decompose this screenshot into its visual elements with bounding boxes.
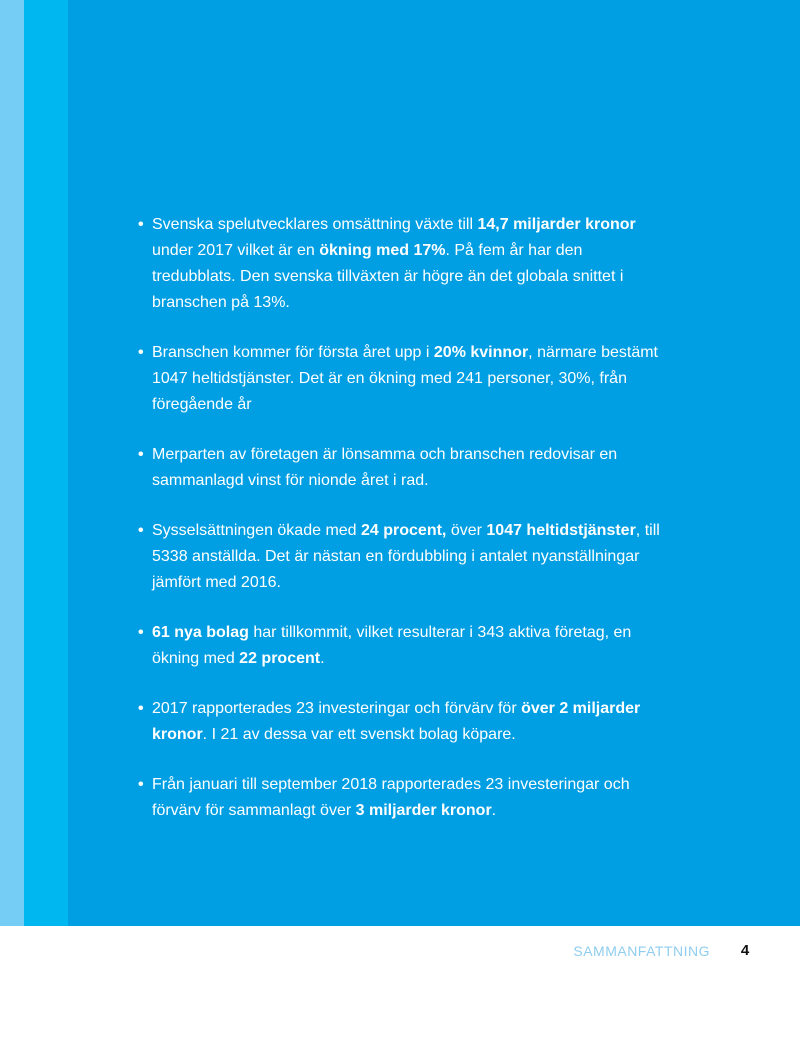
bullet-item (138, 340, 668, 418)
bullet-highlight: 24 procent, (361, 522, 447, 539)
bullet-run: under 2017 vilket är en (152, 242, 320, 259)
bullet-marker: • (138, 776, 144, 793)
bullet-item (138, 442, 668, 494)
bullet-item (138, 772, 668, 824)
bullet-run: Branschen kommer för första året upp i (152, 344, 434, 361)
bullet-run: har tillkommit, vilket resulterar i 343 aktiva företag, en ökning med (152, 624, 632, 667)
bullet-marker: • (138, 344, 144, 361)
bullet-run: , till 5338 anställda. Det är nästan en fördubbling i antalet nyanställningar jämfört med 2016. (152, 522, 660, 591)
bullet-highlight: ökning med 17% (319, 242, 446, 259)
bullet-marker: • (138, 522, 144, 539)
summary-bullet-list (138, 212, 668, 848)
bullet-item (138, 518, 668, 596)
bullet-text (152, 446, 617, 489)
bullet-highlight: 61 nya bolag (152, 624, 249, 641)
bullet-marker: • (138, 624, 144, 641)
bullet-run: . (491, 802, 497, 819)
bullet-text (152, 216, 636, 311)
bullet-highlight: 20% kvinnor (433, 344, 529, 361)
bullet-run: Merparten av företagen är lönsamma och branschen redovisar en sammanlagd vinst för nionde året i rad. (152, 446, 618, 489)
bullet-item (138, 620, 668, 672)
bullet-run: , närmare bestämt 1047 heltidstjänster. Det är en ökning med 241 personer, 30%, från föregående år (152, 344, 658, 413)
bullet-marker: • (138, 700, 144, 717)
bullet-run: . I 21 av dessa var ett svenskt bolag köpare. (202, 726, 516, 743)
bullet-run: över (446, 522, 487, 539)
bullet-run: . På fem år har den tredubblats. Den svenska tillväxten är högre än det globala snittet i branschen på 13%. (152, 242, 624, 311)
bullet-text (152, 344, 658, 413)
bullet-run: Svenska spelutvecklares omsättning växte till (152, 216, 478, 233)
bullet-marker: • (138, 446, 144, 463)
bullet-run: Sysselsättningen ökade med (152, 522, 362, 539)
footer-section-label: SAMMANFATTNING (573, 943, 710, 959)
bullet-text (152, 624, 631, 667)
bullet-text (152, 522, 660, 591)
bullet-text (152, 776, 630, 819)
bullet-highlight: 14,7 miljarder kronor (477, 216, 636, 233)
left-stripe-light (0, 0, 24, 926)
bullet-highlight: 1047 heltidstjänster (486, 522, 636, 539)
bullet-highlight: över 2 miljarder kronor (152, 700, 641, 743)
bullet-marker: • (138, 216, 144, 233)
bullet-text (152, 700, 640, 743)
left-stripe-mid (24, 0, 68, 926)
bullet-run: 2017 rapporterades 23 investeringar och förvärv för (152, 700, 522, 717)
page-number: 4 (740, 942, 750, 959)
bullet-highlight: 3 miljarder kronor (355, 802, 492, 819)
bullet-item (138, 696, 668, 748)
bullet-run: . (320, 650, 325, 667)
bullet-run: Från januari till september 2018 rapporterades 23 investeringar och förvärv för sammanlagt över (152, 776, 630, 819)
bullet-highlight: 22 procent (239, 650, 321, 667)
bullet-item (138, 212, 668, 316)
